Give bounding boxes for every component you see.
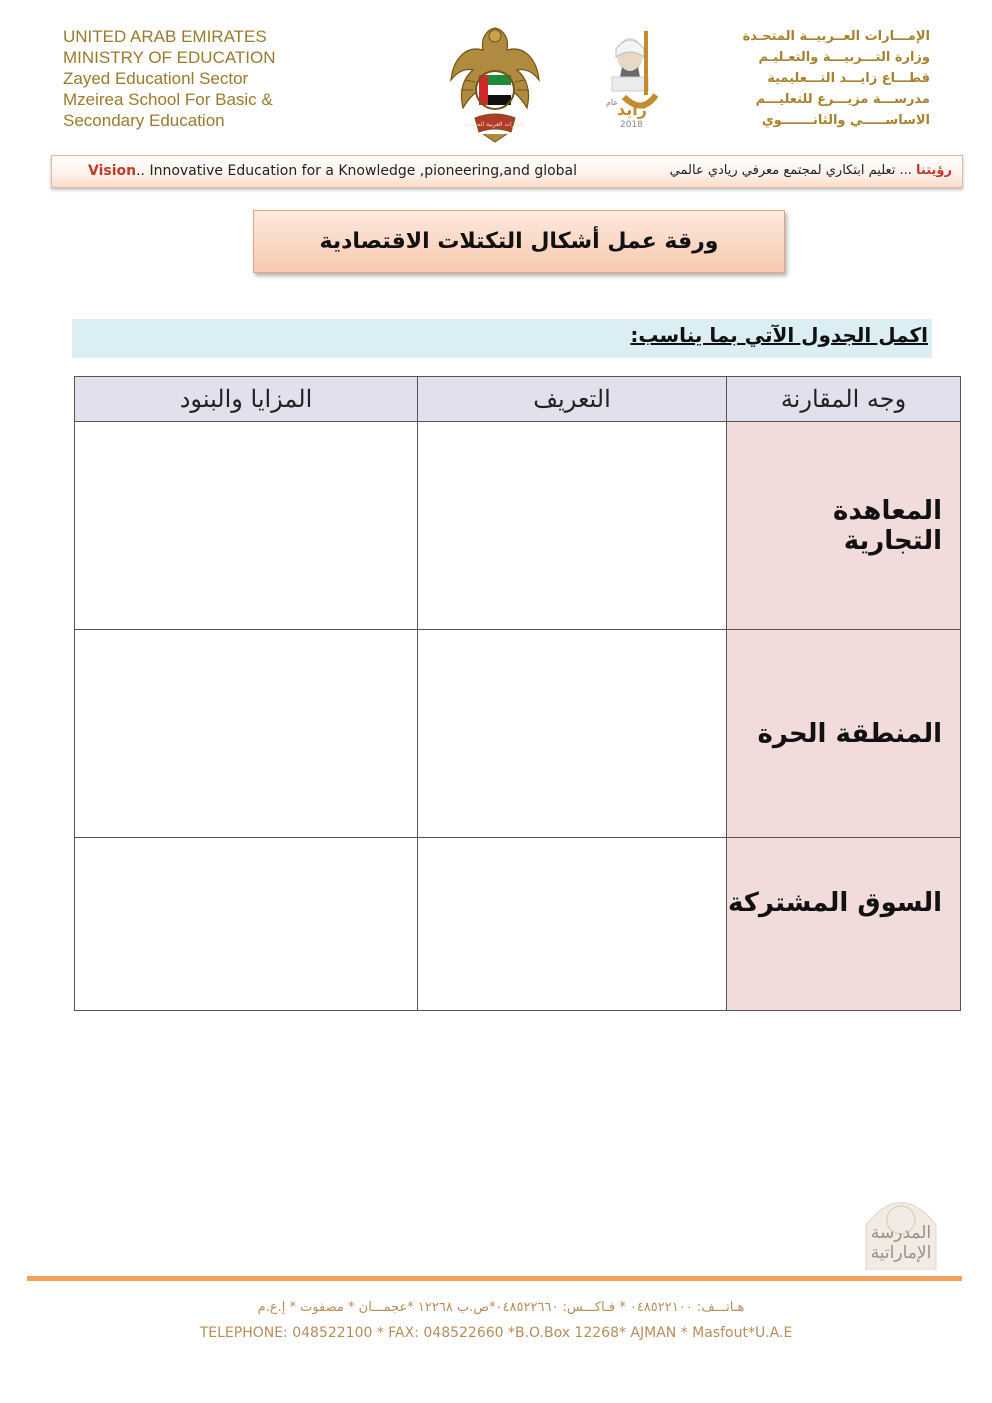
header-en-line: Mzeirea School For Basic & bbox=[63, 90, 273, 109]
header-en-line: Zayed Educationl Sector bbox=[63, 69, 249, 88]
table-header-cell: وجه المقارنة bbox=[727, 377, 961, 422]
table-header-row bbox=[75, 377, 961, 422]
header-arabic-block bbox=[670, 26, 930, 131]
school-logo-line: الإماراتية bbox=[870, 1243, 932, 1263]
table-header-cell: المزايا والبنود bbox=[75, 377, 418, 422]
table-row bbox=[75, 422, 961, 630]
advantages-answer-cell[interactable] bbox=[75, 630, 418, 838]
vision-english bbox=[88, 163, 577, 179]
footer-arabic-contact: هـاتـــف: ٠٤٨٥٢٢١٠٠ * فـاكـــس: ٠٤٨٥٢٢٦٦٠*ص.ب ١٢٢٦٨ *عجمـــان * مصفوت * إ.ع.م bbox=[257, 1300, 745, 1315]
footer-english-contact: TELEPHONE: 048522100 * FAX: 048522660 *B.O.Box 12268* AJMAN * Masfout*U.A.E bbox=[199, 1325, 793, 1341]
definition-answer-cell[interactable] bbox=[418, 630, 727, 838]
zayed-logo-year-label: عام bbox=[606, 98, 619, 107]
vision-en-label: Vision bbox=[88, 163, 137, 179]
table-header-cell: التعريف bbox=[418, 377, 727, 422]
advantages-answer-cell[interactable] bbox=[75, 838, 418, 1011]
school-logo-line: المدرسة bbox=[870, 1223, 932, 1243]
definition-answer-cell[interactable] bbox=[418, 422, 727, 630]
table-row bbox=[75, 838, 961, 1011]
header-ar-line: الاساســـــي والثانـــــــوي bbox=[761, 113, 930, 128]
definition-answer-cell[interactable] bbox=[418, 838, 727, 1011]
advantages-answer-cell[interactable] bbox=[75, 422, 418, 630]
row-label: المعاهدة التجارية bbox=[727, 422, 961, 630]
zayed-year-logo bbox=[602, 25, 664, 130]
row-label: السوق المشتركة bbox=[727, 838, 961, 1011]
vision-ar-label: رؤيتنا bbox=[916, 163, 952, 178]
vision-bar bbox=[51, 155, 963, 188]
header-en-line: Secondary Education bbox=[63, 111, 225, 130]
header-ar-line: الإمـــارات العــربيــة المتحـدة bbox=[742, 29, 930, 44]
header-ar-line: مدرســـة مزيـــرع للتعليـــم bbox=[755, 92, 930, 107]
comparison-table bbox=[74, 376, 961, 1011]
instruction-text: اكمل الجدول الآتي بما يناسب: bbox=[630, 323, 928, 347]
instruction-strip bbox=[72, 319, 932, 358]
emblem-banner-text: الإمارات العربية المتحدة bbox=[465, 121, 525, 128]
header-en-line: UNITED ARAB EMIRATES bbox=[63, 27, 267, 46]
vision-ar-text: ... تعليم ابتكاري لمجتمع معرفي ريادي عالمي bbox=[669, 163, 917, 178]
worksheet-title-box bbox=[253, 210, 785, 273]
worksheet-title: ورقة عمل أشكال التكتلات الاقتصادية bbox=[319, 229, 719, 254]
zayed-logo-year: 2018 bbox=[620, 120, 643, 130]
header-en-line: MINISTRY OF EDUCATION bbox=[63, 48, 276, 67]
table-row bbox=[75, 630, 961, 838]
header-ar-line: وزارة التـــربيـــة والتعـليـم bbox=[758, 50, 930, 65]
zayed-logo-word: زايد bbox=[617, 100, 647, 119]
vision-en-text: .. Innovative Education for a Knowledge ,pioneering,and global bbox=[136, 163, 578, 179]
uae-emblem-icon bbox=[445, 20, 545, 145]
header-english-block bbox=[63, 26, 353, 131]
school-logo bbox=[846, 1185, 956, 1270]
footer-divider bbox=[27, 1276, 962, 1281]
header-ar-line: قطـــاع زايـــد التـــعليمية bbox=[767, 71, 930, 86]
row-label: المنطقة الحرة bbox=[727, 630, 961, 838]
vision-arabic bbox=[670, 163, 952, 178]
